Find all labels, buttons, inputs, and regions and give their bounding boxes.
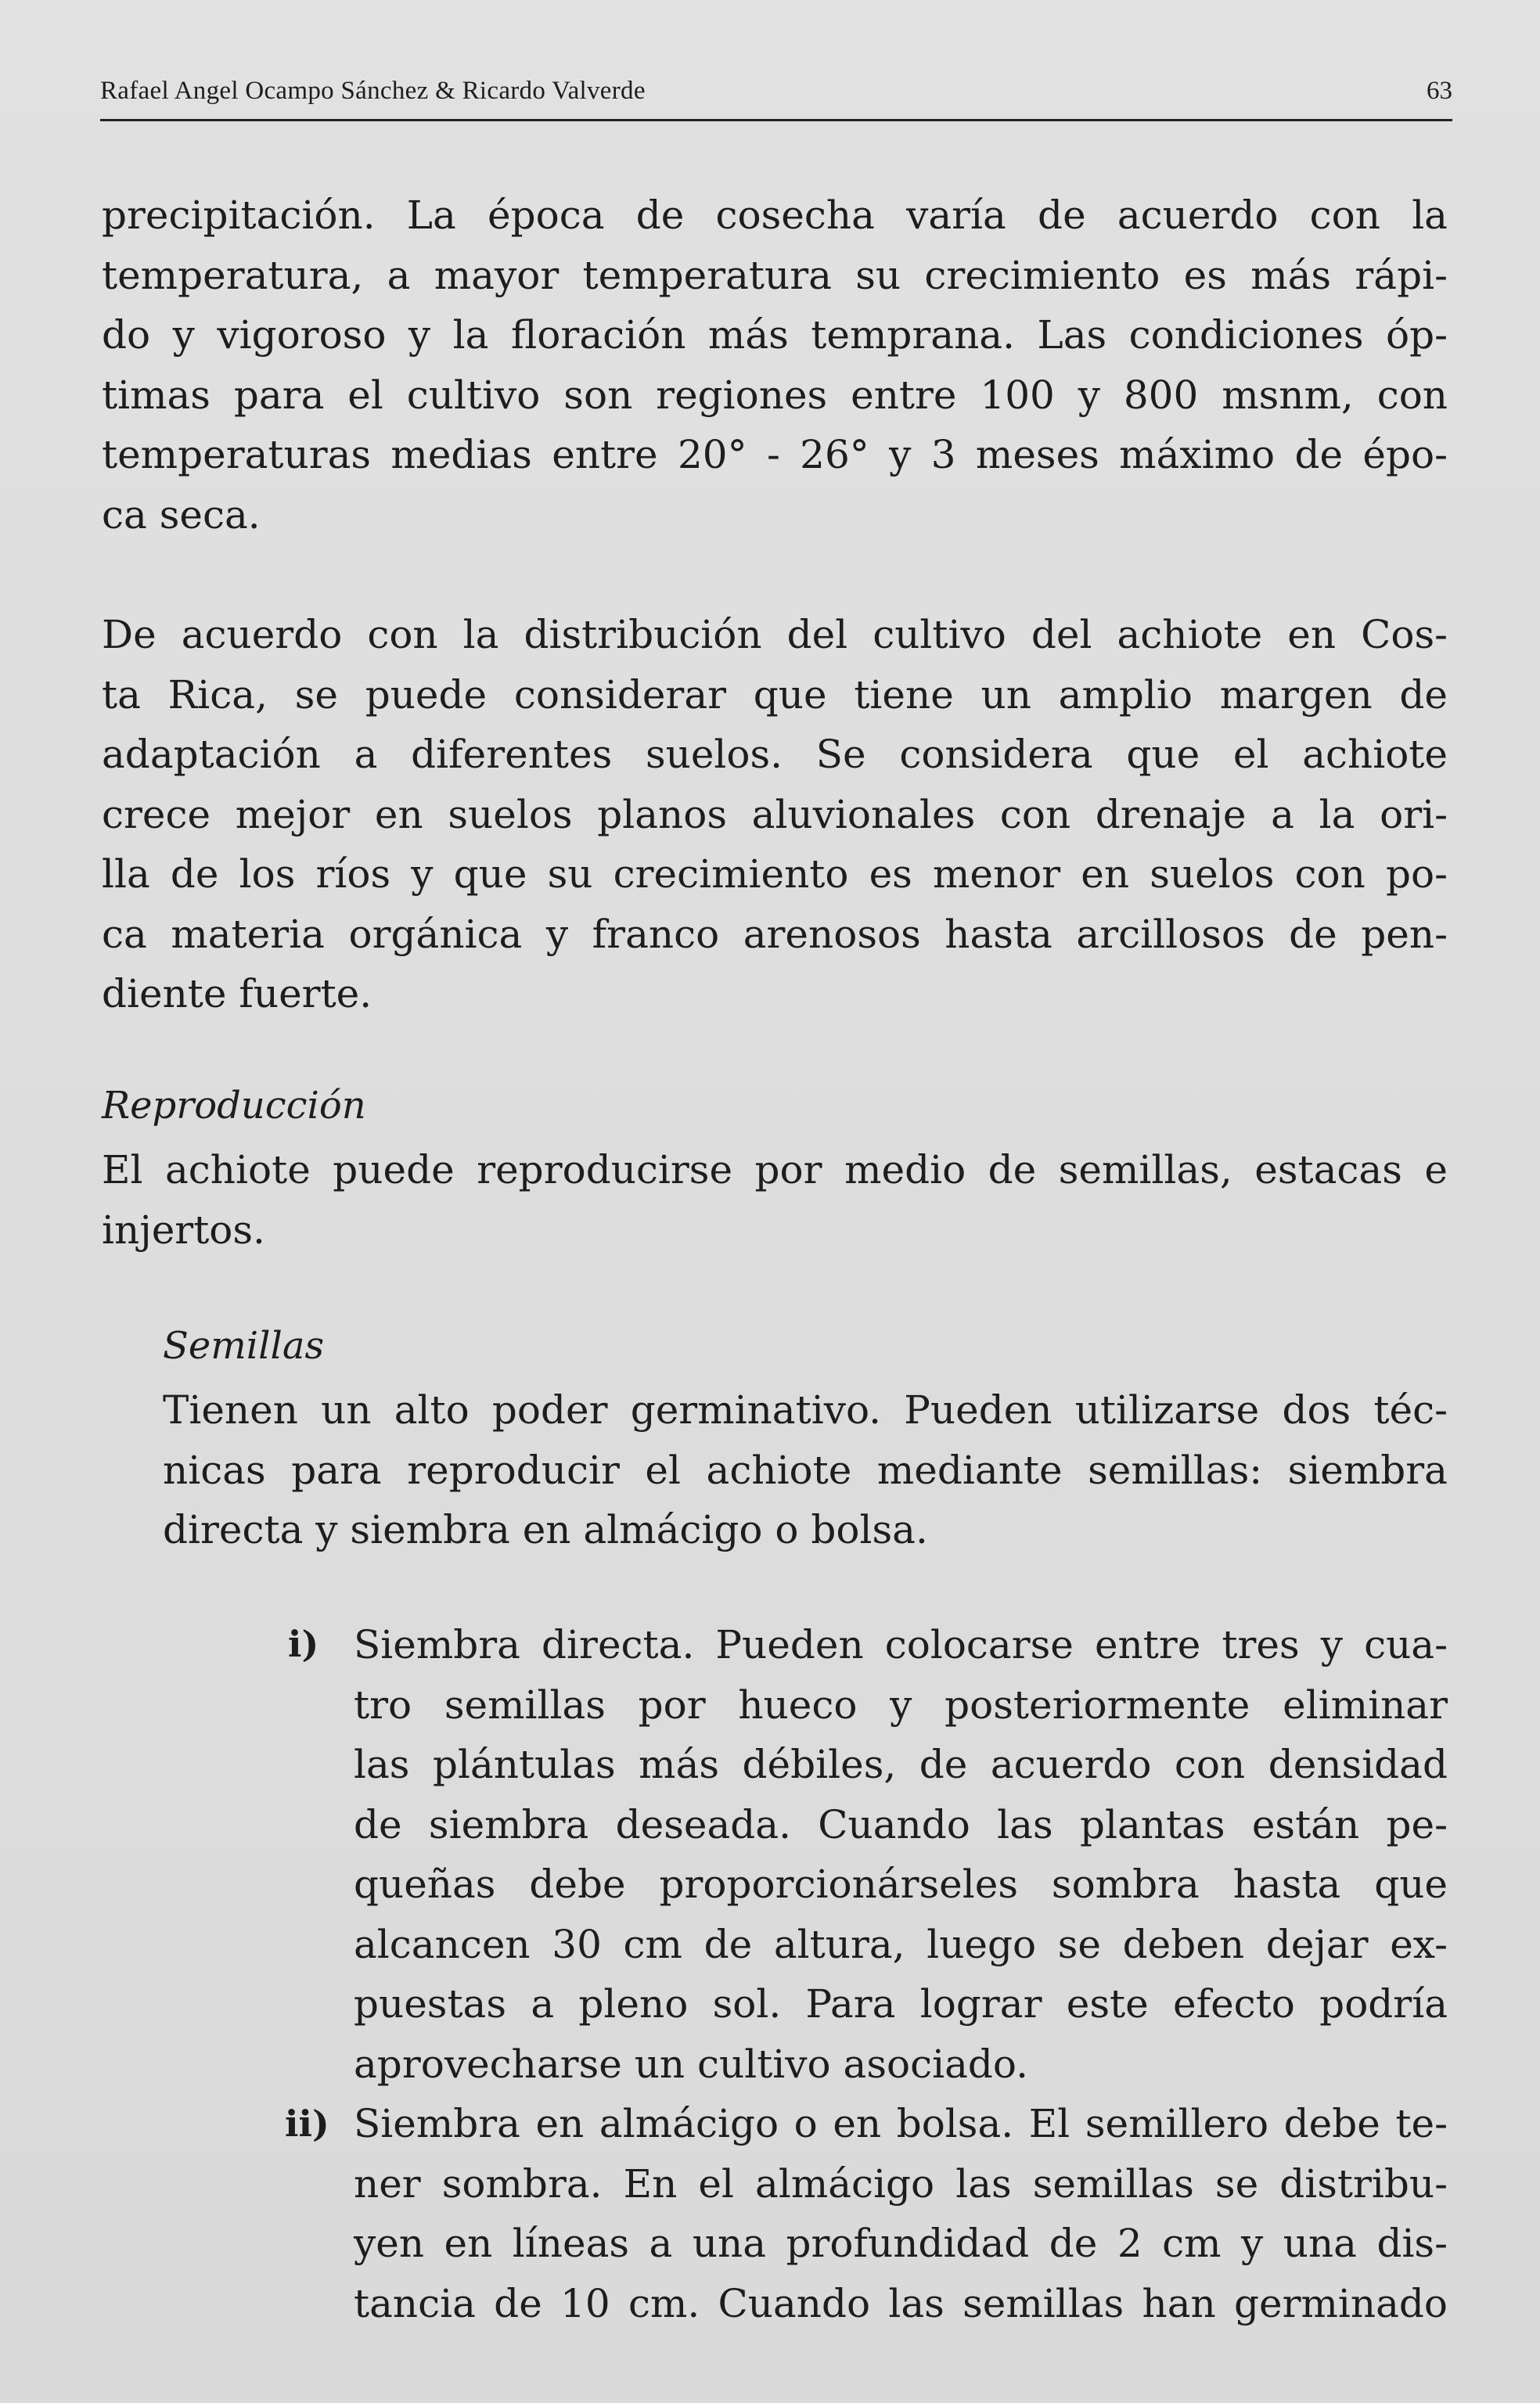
text-line: timas para el cultivo son regiones entre 100 y 800 msnm, con bbox=[102, 372, 1448, 418]
text-line: De acuerdo con la distribución del cultivo del achiote en Cos- bbox=[102, 612, 1448, 657]
text-line: crece mejor en suelos planos aluvionales con drenaje a la ori- bbox=[102, 791, 1448, 837]
text-line: las plántulas más débiles, de acuerdo con densidad bbox=[354, 1742, 1448, 1787]
text-line: adaptación a diferentes suelos. Se considera que el achiote bbox=[102, 732, 1448, 777]
subsection-heading-semillas: Semillas bbox=[163, 1324, 325, 1368]
text-line: nicas para reproducir el achiote mediante semillas: siembra bbox=[163, 1447, 1448, 1493]
list-marker-i: i) bbox=[288, 1623, 319, 1665]
text-line: temperaturas medias entre 20° - 26° y 3 meses máximo de épo- bbox=[102, 432, 1448, 477]
section-heading-reproduccion: Reproducción bbox=[102, 1084, 366, 1128]
paragraph-soils bbox=[102, 605, 1448, 1024]
text-line: directa y siembra en almácigo o bolsa. bbox=[163, 1507, 928, 1552]
list-item-nursery-sowing bbox=[354, 2094, 1448, 2333]
text-line: ca seca. bbox=[102, 491, 261, 538]
text-line: Tienen un alto poder germinativo. Pueden utilizarse dos téc- bbox=[163, 1387, 1448, 1433]
text-line: temperatura, a mayor temperatura su crecimiento es más rápi- bbox=[102, 252, 1448, 298]
paragraph-reproduction bbox=[102, 1140, 1448, 1260]
text-line: de siembra deseada. Cuando las plantas están pe- bbox=[354, 1801, 1448, 1847]
text-line: injertos. bbox=[102, 1207, 265, 1253]
paragraph-seeds bbox=[163, 1380, 1448, 1560]
text-line: puestas a pleno sol. Para lograr este efecto podría bbox=[354, 1981, 1448, 2027]
text-line: lla de los ríos y que su crecimiento es menor en suelos con po- bbox=[102, 851, 1448, 897]
text-line: El achiote puede reproducirse por medio de semillas, estacas e bbox=[102, 1147, 1448, 1193]
text-line: Siembra directa. Pueden colocarse entre tres y cua- bbox=[354, 1622, 1448, 1667]
list-item-direct-sowing bbox=[354, 1615, 1448, 2094]
text-line: tancia de 10 cm. Cuando las semillas han germinado bbox=[354, 2280, 1448, 2326]
text-line: do y vigoroso y la floración más temprana. Las condiciones óp- bbox=[102, 312, 1448, 358]
text-line: ner sombra. En el almácigo las semillas se distribu- bbox=[354, 2160, 1448, 2207]
text-line: alcancen 30 cm de altura, luego se deben dejar ex- bbox=[354, 1921, 1448, 1967]
running-header bbox=[100, 77, 1452, 117]
header-rule bbox=[100, 119, 1452, 121]
text-line: precipitación. La época de cosecha varía de acuerdo con la bbox=[102, 192, 1448, 238]
paragraph-climate bbox=[102, 185, 1448, 545]
text-line: diente fuerte. bbox=[102, 971, 372, 1016]
text-line: queñas debe proporcionárseles sombra hasta que bbox=[354, 1862, 1448, 1907]
text-line: ca materia orgánica y franco arenosos hasta arcillosos de pen- bbox=[102, 911, 1448, 957]
text-line: ta Rica, se puede considerar que tiene un amplio margen de bbox=[102, 671, 1448, 718]
list-marker-ii: ii) bbox=[285, 2103, 329, 2145]
text-line: tro semillas por hueco y posteriormente eliminar bbox=[354, 1682, 1448, 1728]
page-number: 63 bbox=[1427, 77, 1452, 105]
text-line: Siembra en almácigo o en bolsa. El semillero debe te- bbox=[354, 2101, 1448, 2146]
text-line: yen en líneas a una profundidad de 2 cm y una dis- bbox=[354, 2221, 1448, 2266]
text-line: aprovecharse un cultivo asociado. bbox=[354, 2041, 1029, 2087]
header-author: Rafael Angel Ocampo Sánchez & Ricardo Valverde bbox=[100, 77, 646, 105]
